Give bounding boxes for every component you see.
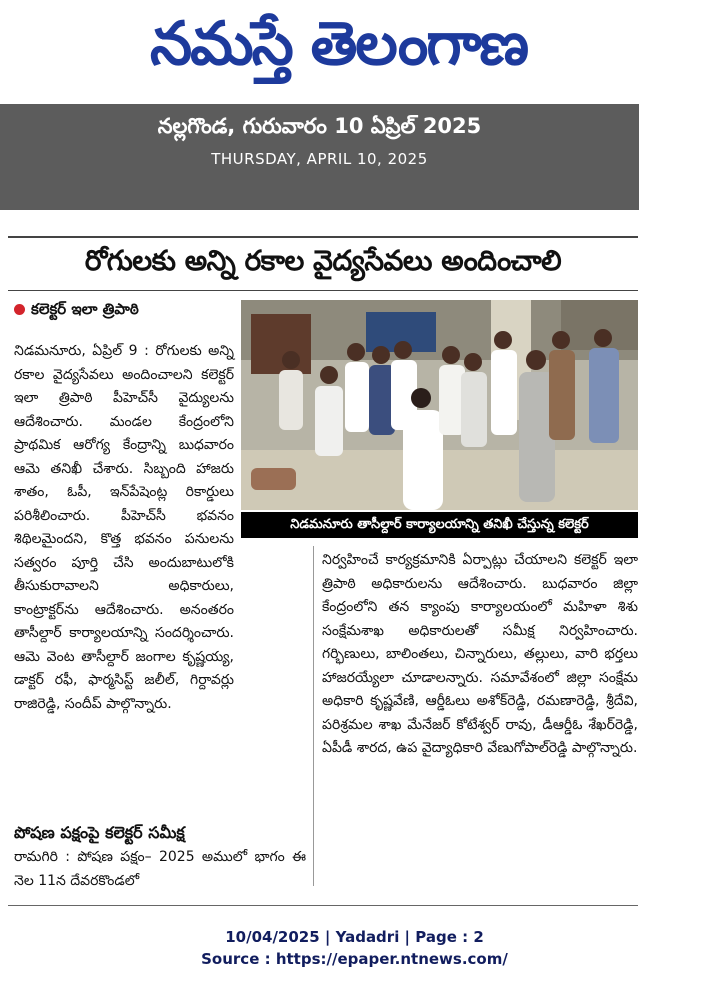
- body-left-narrow: [14, 340, 234, 712]
- footer-source: Source : https://epaper.ntnews.com/: [201, 950, 508, 968]
- photo-caption: నిడమనూరు తాసీల్దార్ కార్యాలయాన్ని తనిఖీ చేస్తున్న కలెక్టర్: [241, 512, 638, 538]
- body-left-text: నిడమనూరు, ఏప్రిల్ 9 : రోగులకు అన్ని రకాల వైద్యసేవలు అందించాలని కలెక్టర్ ఇలా త్రిపాఠి పీహెచ్‌సీ వైద్యులను ఆదేశించారు. మండల కేంద్రంలోని ప్రాథమిక ఆరోగ్య కేంద్రాన్ని బుధవారం ఆమె తనిఖీ చేశారు. సిబ్బంది హాజరు శాతం, ఓపీ, ఇన్‌పేషెంట్ల రికార్డులు పరిశీలించారు. పీహెచ్‌సీ భవనం శిథిలమైందని, కొత్త భవనం పనులను సత్వరం పూర్తి చేసి అందుబాటులోకి తీసుకురావాలని అధికారులు, కాంట్రాక్టర్‌ను ఆదేశించారు. అనంతరం తాసీల్దార్ కార్యాలయాన్ని సందర్శించారు. ఆమె వెంట తాసీల్దార్ జంగాల కృష్ణయ్య, డాక్టర్ రఫీ, ఫార్మసిస్ట్ జలీల్, గిర్దావర్లు రాజిరెడ్డి, సందీప్ పాల్గొన్నారు.: [14, 343, 234, 712]
- news-photo: [241, 300, 638, 510]
- footer-rule: [8, 905, 638, 906]
- body-right-column: [322, 549, 638, 889]
- news-photo-illustration: [241, 300, 638, 510]
- body-right-text: నిర్వహించే కార్యక్రమానికి ఏర్పాట్లు చేయాలని కలెక్టర్ ఇలా త్రిపాఠి అధికారులను ఆదేశించారు. బుధవారం జిల్లా కేంద్రంలోని తన క్యాంపు కార్యాలయంలో మహిళా శిశు సంక్షేమశాఖ అధికారులతో సమీక్ష నిర్వహించారు. గర్భిణులు, బాలింతలు, చిన్నారులు, తల్లులు, వారి భర్తలు హాజరయ్యేలా చూడాలన్నారు. సమావేశంలో జిల్లా సంక్షేమ అధికారి కృష్ణవేణి, ఆర్డీఓలు అశోక్‌రెడ్డి, రమణారెడ్డి, శ్రీదేవి, పరిశ్రమల శాఖ మేనేజర్ కోటేశ్వర్ రావు, డీఆర్డీఓ శేఖర్‌రెడ్డి, ఏపీడీ శారద, ఉప వైద్యాధికారి వేణుగోపాల్‌రెడ్డి పాల్గొన్నారు.: [322, 552, 638, 756]
- headline-top-rule: [8, 236, 638, 238]
- kicker-text: కలెక్టర్ ఇలా త్రిపాఠి: [31, 300, 139, 318]
- article-headline: రోగులకు అన్ని రకాల వైద్యసేవలు అందించాలి: [84, 244, 562, 277]
- date-telugu: నల్లగొండ, గురువారం 10 ఏప్రిల్ 2025: [157, 114, 482, 138]
- body-sub-text: రామగిరి : పోషణ పక్షం– 2025 అములో భాగం ఈ నెల 11న దేవరకొండలో: [14, 849, 306, 889]
- date-english: THURSDAY, APRIL 10, 2025: [211, 150, 428, 168]
- column-rule: [313, 546, 314, 886]
- body-sub-column: [14, 846, 306, 896]
- headline-bottom-rule: [8, 290, 638, 291]
- article-subhead: పోషణ పక్షంపై కలెక్టర్ సమీక్ష: [14, 823, 185, 842]
- date-band: [0, 104, 639, 210]
- footer-line-1: 10/04/2025 | Yadadri | Page : 2: [225, 928, 484, 946]
- article-kicker: [14, 300, 139, 322]
- masthead-title: నమస్తే తెలంగాణ: [150, 9, 528, 79]
- bullet-icon: [14, 304, 25, 315]
